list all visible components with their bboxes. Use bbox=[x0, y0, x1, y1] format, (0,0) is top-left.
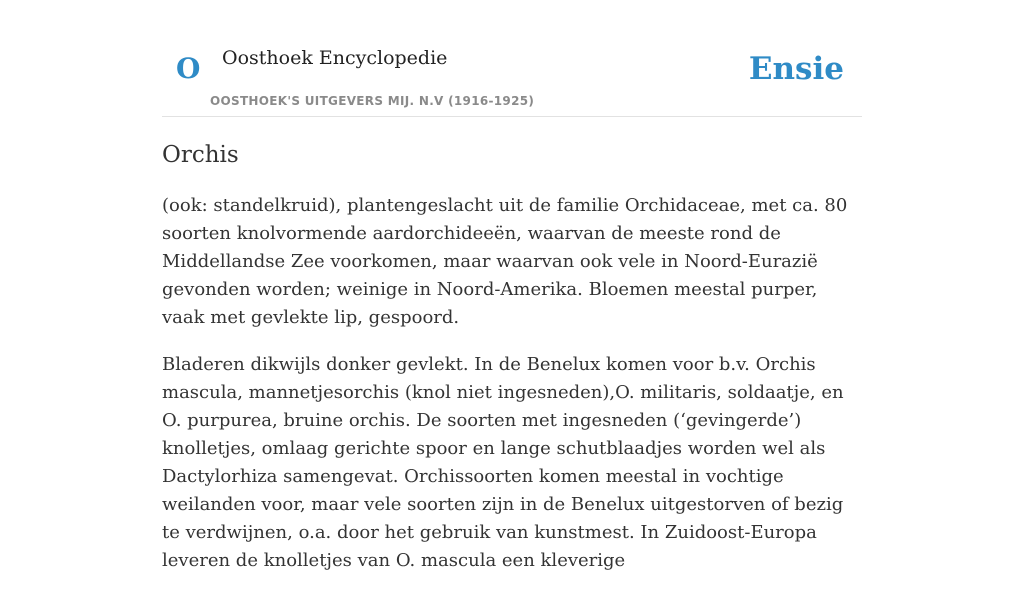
brand-logo-link[interactable]: Ensie bbox=[748, 51, 844, 87]
entry-paragraph: (ook: standelkruid), plantengeslacht uit de familie Orchidaceae, met ca. 80 soorten knolvormende aardorchideeën, waarvan de meeste rond de Middellandse Zee voorkomen, maar waarvan ook vele in Noord-Eurazië gevonden worden; weinige in Noord-Amerika. Bloemen meestal purper, vaak met gevlekte lip, gespoord. bbox=[162, 195, 848, 328]
source-logo[interactable]: O bbox=[176, 52, 201, 85]
source-subtitle: OOSTHOEK'S UITGEVERS MIJ. N.V (1916-1925) bbox=[210, 94, 535, 108]
entry-paragraph: Bladeren dikwijls donker gevlekt. In de Benelux komen voor b.v. Orchis mascula, mannetjesorchis (knol niet ingesneden),O. militaris, soldaatje, en O. purpurea, bruine orchis. De soorten met ingesneden (‘gevingerde’) knolletjes, omlaag gerichte spoor en lange schutblaadjes worden wel als Dactylorhiza samengevat. Orchissoorten komen meestal in vochtige weilanden voor, maar vele soorten zijn in de Benelux uitgestorven of bezig te verdwijnen, o.a. door het gebruik van kunstmest. In Zuidoost-Europa leveren de knolletjes van O. mascula een kleverige bbox=[162, 354, 844, 571]
entry-title: Orchis bbox=[162, 142, 239, 168]
source-header bbox=[162, 0, 862, 117]
source-title[interactable]: Oosthoek Encyclopedie bbox=[222, 47, 448, 69]
entry-body bbox=[162, 192, 862, 594]
